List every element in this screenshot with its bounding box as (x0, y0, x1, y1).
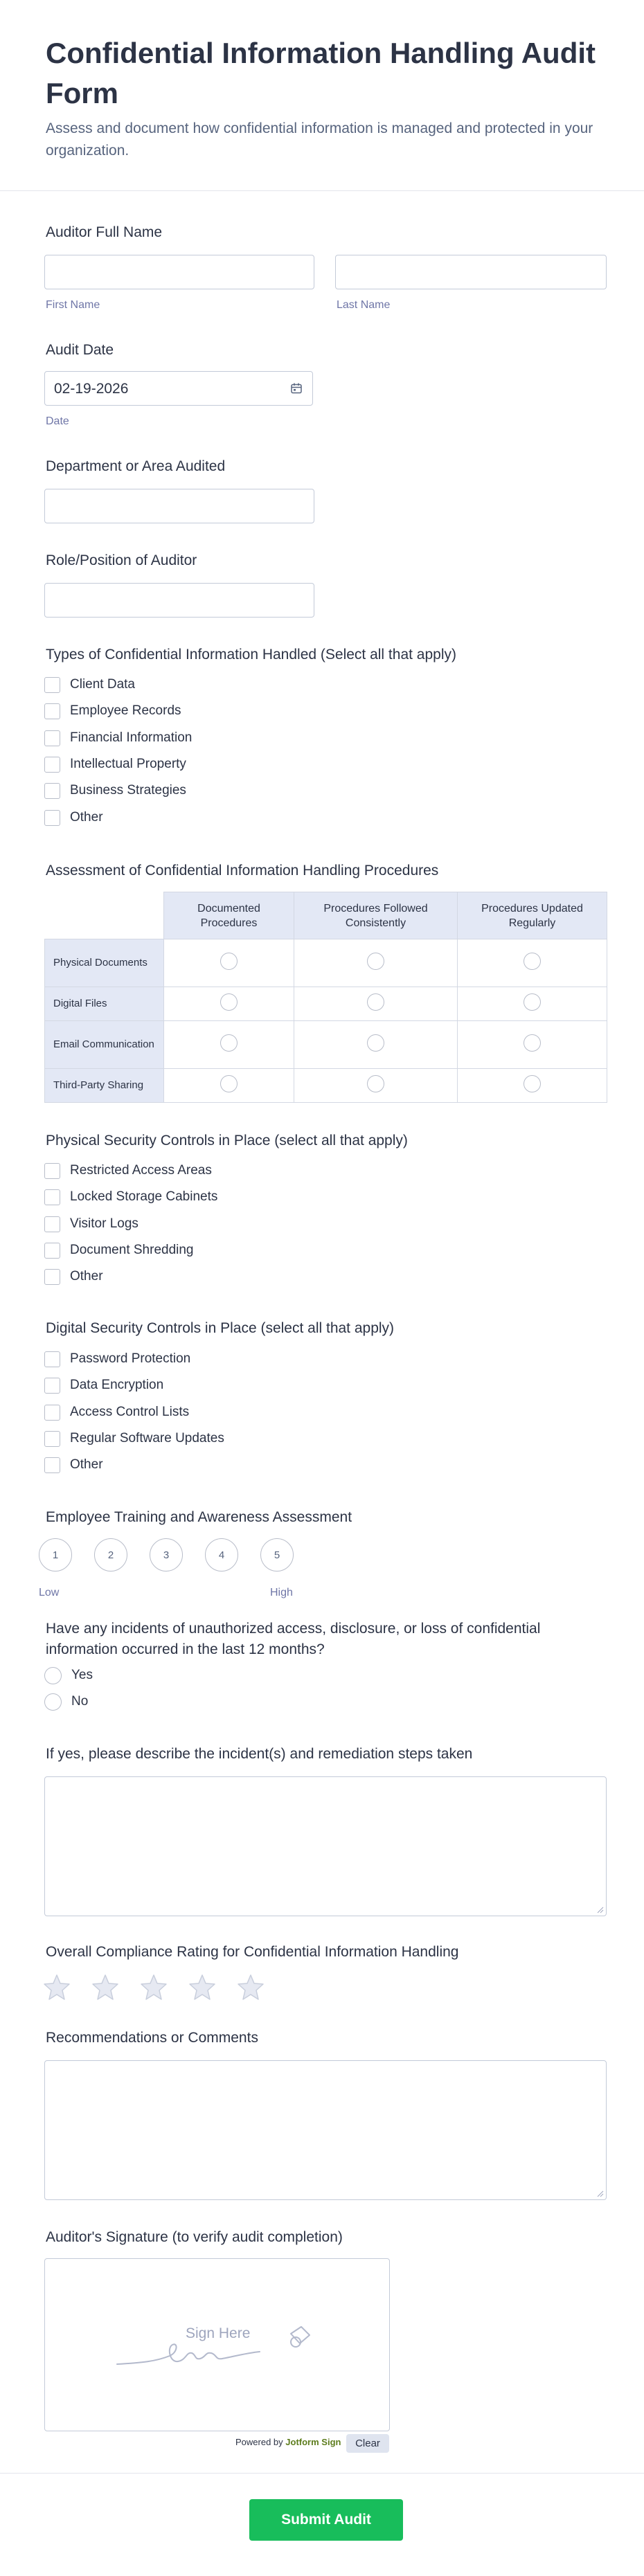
matrix-radio[interactable] (524, 1075, 541, 1092)
incidents-label: Have any incidents of unauthorized access, disclosure, or loss of confidential information occurred in the last 12 months? (46, 1621, 541, 1657)
physical-control-option[interactable]: Document Shredding (44, 1241, 194, 1259)
matrix-radio[interactable] (220, 953, 238, 970)
info-types-label: Types of Confidential Information Handled (Select all that apply) (46, 647, 456, 663)
checkbox[interactable] (44, 730, 60, 746)
matrix-radio[interactable] (220, 1075, 238, 1092)
scale-option-5[interactable]: 5 (260, 1538, 294, 1571)
digital-control-option[interactable]: Access Control Lists (44, 1403, 189, 1421)
digital-control-option[interactable]: Data Encryption (44, 1376, 163, 1394)
info-type-option[interactable]: Financial Information (44, 729, 192, 747)
recommendations-textarea[interactable] (44, 2060, 607, 2200)
calendar-icon[interactable] (290, 382, 303, 395)
powered-brand: Jotform Sign (285, 2437, 341, 2447)
digital-control-option[interactable]: Other (44, 1456, 103, 1474)
signature-hint: Sign Here (186, 2325, 251, 2341)
clear-signature-button[interactable]: Clear (346, 2434, 389, 2453)
signature-label: Auditor's Signature (to verify audit completion) (46, 2229, 343, 2245)
audit-date-value: 02-19-2026 (54, 381, 129, 397)
last-name-sublabel: Last Name (337, 299, 391, 311)
scale-high-label: High (270, 1587, 293, 1598)
first-name-sublabel: First Name (46, 299, 100, 311)
matrix-radio[interactable] (220, 993, 238, 1011)
checkbox[interactable] (44, 1189, 60, 1205)
scale-low-label: Low (39, 1587, 60, 1598)
checkbox[interactable] (44, 703, 60, 719)
incident-no-option[interactable]: No (44, 1692, 88, 1711)
info-type-option[interactable]: Intellectual Property (44, 755, 186, 773)
info-type-option[interactable]: Other (44, 809, 103, 827)
incident-details-label: If yes, please describe the incident(s) and remediation steps taken (46, 1746, 473, 1762)
audit-date-input[interactable] (44, 371, 313, 406)
info-type-option[interactable]: Employee Records (44, 702, 181, 720)
matrix-row-header: Email Communication (45, 1021, 164, 1069)
checkbox[interactable] (44, 1378, 60, 1394)
star-icon[interactable] (138, 1972, 169, 2003)
role-input[interactable] (44, 583, 314, 618)
checkbox[interactable] (44, 1269, 60, 1285)
checkbox[interactable] (44, 783, 60, 799)
training-label: Employee Training and Awareness Assessment (46, 1509, 352, 1525)
star-icon[interactable] (235, 1972, 266, 2003)
signature-pad[interactable] (44, 2258, 390, 2431)
radio-button[interactable] (44, 1667, 62, 1684)
form-subtitle: Assess and document how confidential information is managed and protected in your organization. (46, 120, 593, 159)
audit-date-sublabel: Date (46, 415, 69, 427)
checkbox[interactable] (44, 757, 60, 773)
matrix-corner (45, 892, 164, 939)
star-icon[interactable] (187, 1972, 217, 2003)
scale-option-4[interactable]: 4 (205, 1538, 238, 1571)
checkbox[interactable] (44, 1457, 60, 1473)
resize-handle-icon[interactable] (597, 1907, 604, 1913)
info-type-option[interactable]: Client Data (44, 676, 135, 694)
form-header (0, 0, 644, 191)
digital-controls-label: Digital Security Controls in Place (select all that apply) (46, 1320, 395, 1336)
checkbox[interactable] (44, 1243, 60, 1259)
physical-control-option[interactable]: Other (44, 1268, 103, 1286)
incident-yes-option[interactable]: Yes (44, 1666, 93, 1685)
form-title: Confidential Information Handling Audit Form (46, 37, 596, 109)
department-input[interactable] (44, 489, 314, 523)
checkbox[interactable] (44, 1163, 60, 1179)
checkbox[interactable] (44, 677, 60, 693)
radio-button[interactable] (44, 1693, 62, 1711)
matrix-radio[interactable] (524, 993, 541, 1011)
procedures-matrix (44, 892, 607, 1103)
matrix-row-header: Physical Documents (45, 939, 164, 987)
physical-control-option[interactable]: Locked Storage Cabinets (44, 1188, 217, 1206)
matrix-row-header: Digital Files (45, 987, 164, 1021)
matrix-radio[interactable] (524, 953, 541, 970)
checkbox[interactable] (44, 810, 60, 826)
physical-control-option[interactable]: Visitor Logs (44, 1215, 138, 1233)
physical-control-option[interactable]: Restricted Access Areas (44, 1162, 212, 1180)
info-type-option[interactable]: Business Strategies (44, 782, 186, 800)
physical-controls-label: Physical Security Controls in Place (select all that apply) (46, 1133, 408, 1149)
star-icon[interactable] (90, 1972, 120, 2003)
matrix-label: Assessment of Confidential Information Handling Procedures (46, 863, 439, 879)
scale-option-3[interactable]: 3 (150, 1538, 183, 1571)
powered-by: Powered by Jotform Sign (235, 2437, 341, 2447)
audit-date-label: Audit Date (46, 342, 114, 358)
resize-handle-icon[interactable] (597, 2190, 604, 2197)
auditor-name-label: Auditor Full Name (46, 224, 163, 240)
submit-button[interactable]: Submit Audit (249, 2499, 403, 2541)
scale-option-1[interactable]: 1 (39, 1538, 72, 1571)
star-icon[interactable] (42, 1972, 72, 2003)
digital-control-option[interactable]: Password Protection (44, 1350, 190, 1368)
matrix-radio[interactable] (524, 1034, 541, 1052)
matrix-column-header: Documented Procedures (164, 892, 294, 939)
matrix-radio[interactable] (367, 1075, 384, 1092)
compliance-rating-label: Overall Compliance Rating for Confidential Information Handling (46, 1944, 459, 1960)
recommendations-label: Recommendations or Comments (46, 2030, 258, 2046)
matrix-radio[interactable] (367, 953, 384, 970)
incident-details-textarea[interactable] (44, 1776, 607, 1916)
last-name-input[interactable] (335, 255, 607, 289)
matrix-row-header: Third-Party Sharing (45, 1069, 164, 1103)
role-label: Role/Position of Auditor (46, 552, 197, 568)
matrix-column-header: Procedures Updated Regularly (458, 892, 607, 939)
form-body (0, 191, 644, 2528)
checkbox[interactable] (44, 1216, 60, 1232)
checkbox[interactable] (44, 1405, 60, 1421)
matrix-radio[interactable] (367, 1034, 384, 1052)
checkbox[interactable] (44, 1431, 60, 1447)
scale-option-2[interactable]: 2 (94, 1538, 127, 1571)
checkbox[interactable] (44, 1351, 60, 1367)
department-label: Department or Area Audited (46, 458, 226, 474)
digital-control-option[interactable]: Regular Software Updates (44, 1430, 224, 1448)
matrix-column-header: Procedures Followed Consistently (294, 892, 458, 939)
matrix-radio[interactable] (367, 993, 384, 1011)
first-name-input[interactable] (44, 255, 314, 289)
matrix-radio[interactable] (220, 1034, 238, 1052)
